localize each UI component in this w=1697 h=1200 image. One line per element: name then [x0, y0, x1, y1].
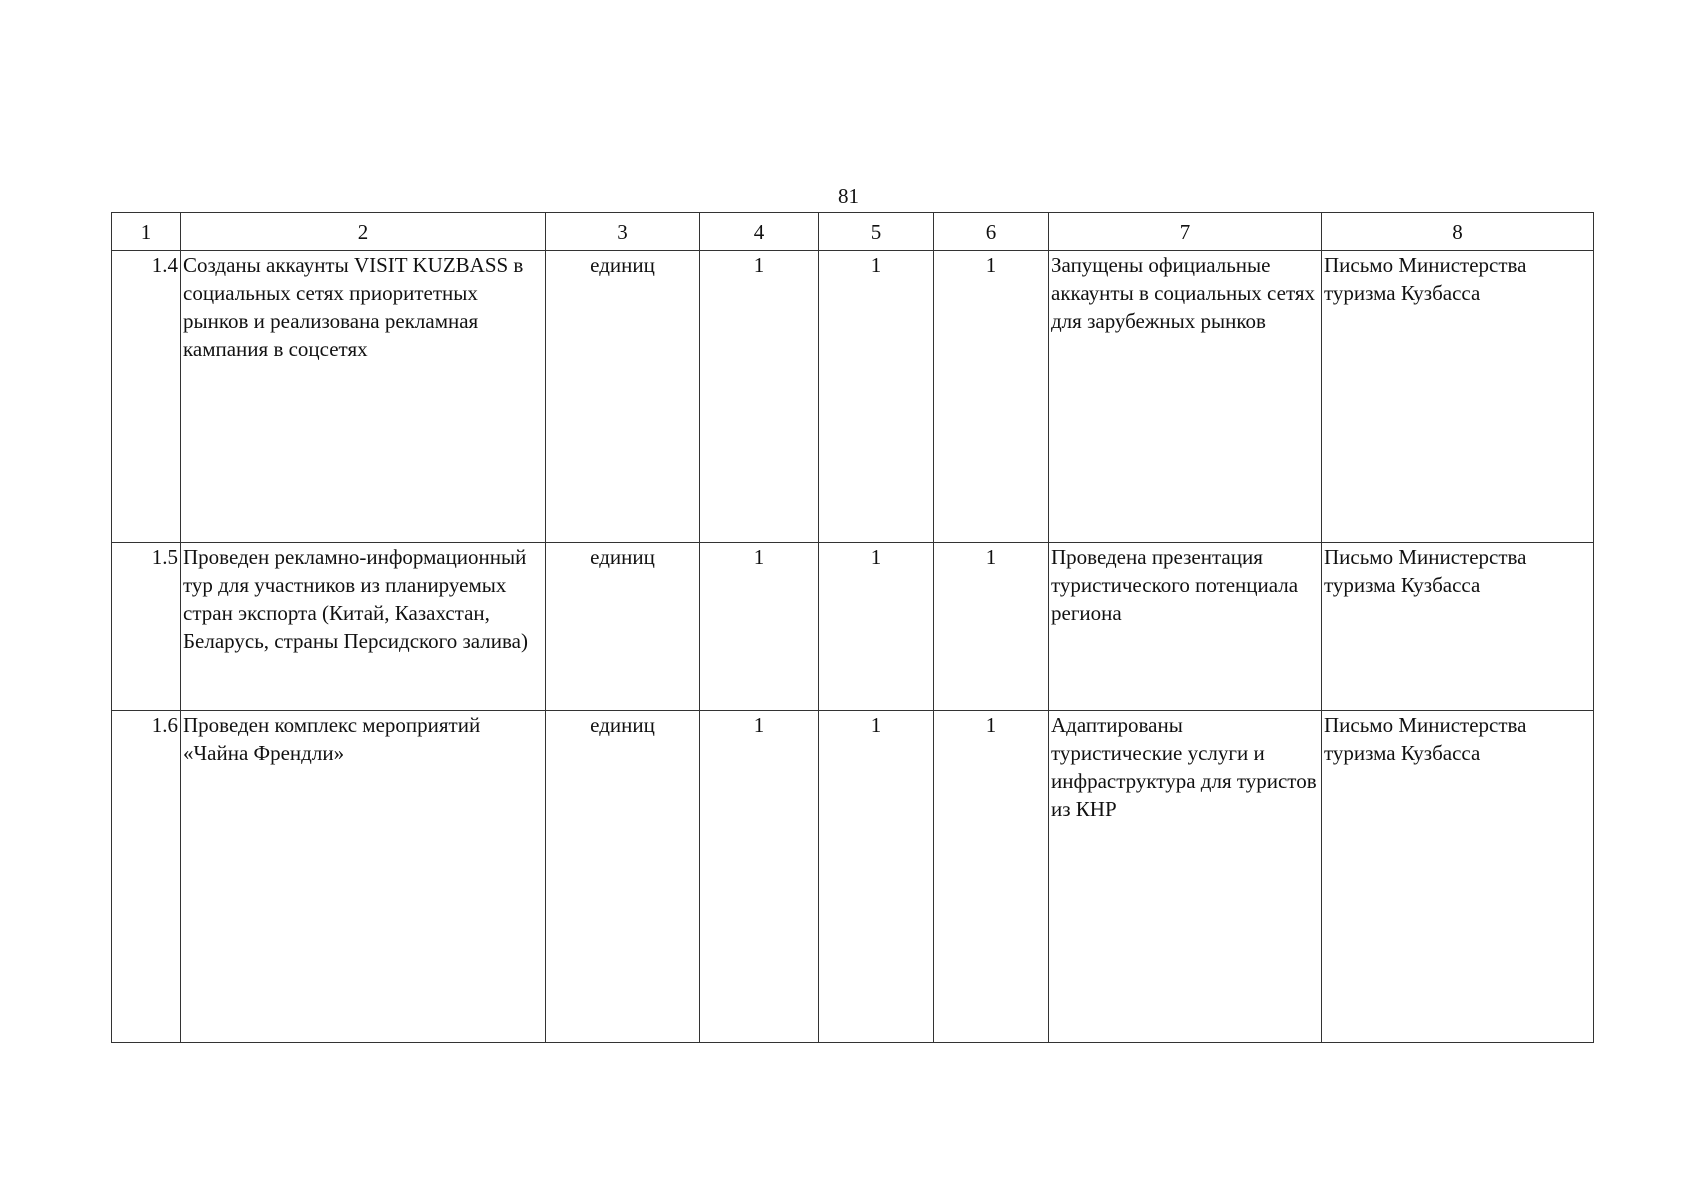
page-number: 81: [838, 184, 859, 208]
result-description: Проведена презентация туристического потенциала региона: [1049, 543, 1322, 711]
table-header: [112, 213, 1594, 251]
value-col-5: 1: [819, 251, 934, 543]
table-row: [112, 711, 1594, 1043]
unit-cell: единиц: [546, 543, 700, 711]
source-document: Письмо Министерства туризма Кузбасса: [1322, 543, 1594, 711]
value-col-6: 1: [934, 711, 1049, 1043]
value-col-4: 1: [700, 251, 819, 543]
source-document: Письмо Министерства туризма Кузбасса: [1322, 711, 1594, 1043]
header-col-5: 5: [819, 213, 934, 251]
result-description: Адаптированы туристические услуги и инфраструктура для туристов из КНР: [1049, 711, 1322, 1043]
result-description: Запущены официальные аккаунты в социальных сетях для зарубежных рынков: [1049, 251, 1322, 543]
table-row: [112, 251, 1594, 543]
table-row: [112, 543, 1594, 711]
value-col-6: 1: [934, 543, 1049, 711]
measure-description: Созданы аккаунты VISIT KUZBASS в социальных сетях приоритетных рынков и реализована рекламная кампания в соцсетях: [181, 251, 546, 543]
measure-description: Проведен комплекс мероприятий «Чайна Френдли»: [181, 711, 546, 1043]
source-document: Письмо Министерства туризма Кузбасса: [1322, 251, 1594, 543]
row-number: 1.5: [112, 543, 181, 711]
header-col-2: 2: [181, 213, 546, 251]
header-col-3: 3: [546, 213, 700, 251]
header-col-8: 8: [1322, 213, 1594, 251]
header-col-4: 4: [700, 213, 819, 251]
value-col-4: 1: [700, 543, 819, 711]
value-col-4: 1: [700, 711, 819, 1043]
measures-table: [111, 212, 1594, 1043]
header-col-7: 7: [1049, 213, 1322, 251]
row-number: 1.6: [112, 711, 181, 1043]
value-col-5: 1: [819, 711, 934, 1043]
measure-description: Проведен рекламно-информационный тур для участников из планируемых стран экспорта (Китай, Казахстан, Беларусь, страны Персидского залива): [181, 543, 546, 711]
value-col-6: 1: [934, 251, 1049, 543]
unit-cell: единиц: [546, 711, 700, 1043]
value-col-5: 1: [819, 543, 934, 711]
header-col-1: 1: [112, 213, 181, 251]
row-number: 1.4: [112, 251, 181, 543]
unit-cell: единиц: [546, 251, 700, 543]
header-row: [112, 213, 1594, 251]
header-col-6: 6: [934, 213, 1049, 251]
